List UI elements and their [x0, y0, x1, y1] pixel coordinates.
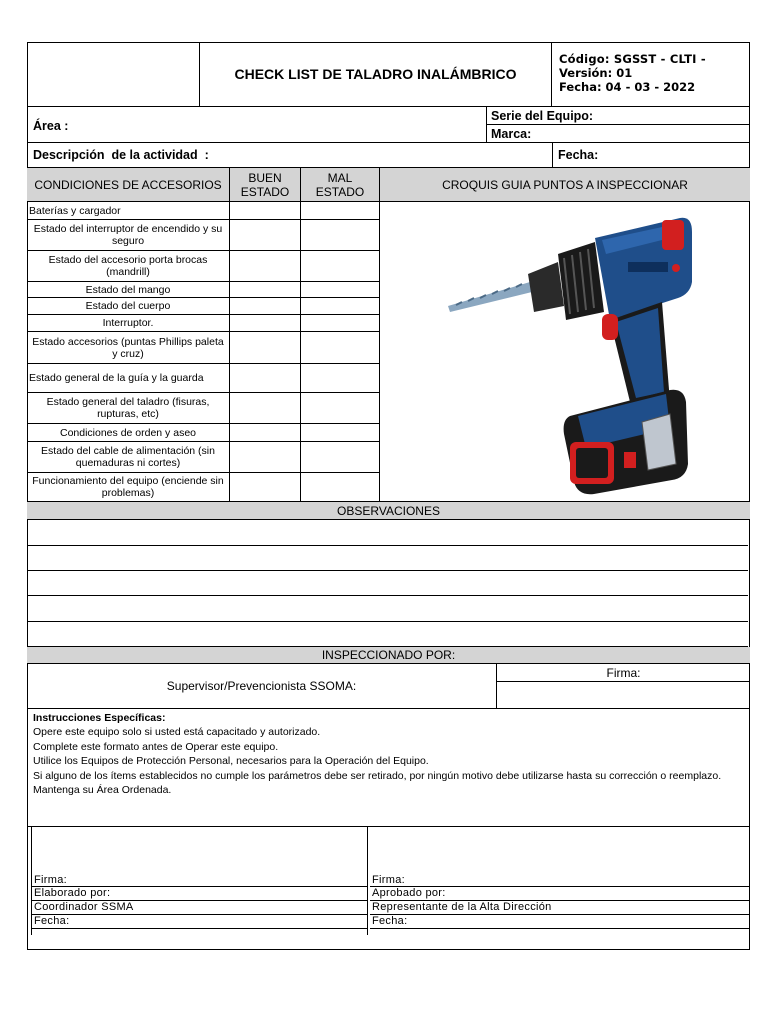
supervisor-cell — [27, 664, 497, 709]
buen-estado-checkbox[interactable] — [230, 202, 301, 219]
inspeccionado-header — [27, 647, 750, 664]
header-logo-cell — [27, 42, 200, 107]
drill-chuck-icon — [528, 242, 604, 320]
firma-aprobado-block — [368, 827, 750, 935]
mal-estado-checkbox[interactable] — [301, 442, 380, 472]
mal-estado-checkbox[interactable] — [301, 393, 380, 423]
mal-estado-checkbox[interactable] — [301, 364, 380, 392]
firma-aprobado-signature-area[interactable] — [368, 827, 750, 874]
table-row — [27, 393, 380, 424]
drill-bit-icon — [448, 282, 532, 312]
buen-estado-checkbox[interactable] — [230, 473, 301, 501]
serie-cell — [487, 107, 750, 125]
col-condiciones-label: CONDICIONES DE ACCESORIOS — [34, 177, 222, 192]
drill-battery-icon — [564, 390, 688, 495]
instrucciones-block — [27, 709, 750, 827]
buen-estado-checkbox[interactable] — [230, 424, 301, 441]
row-label: Condiciones de orden y aseo — [27, 424, 230, 441]
instruccion-line: Si alguno de los ítems establecidos no cumple los parámetros debe ser retirado, por ningún motivo debe utilizarse hasta su corrección o reemplazo. — [33, 769, 722, 782]
mal-estado-checkbox[interactable] — [301, 332, 380, 363]
descripcion-cell — [27, 143, 553, 168]
firma-elaborado-signature-area[interactable] — [32, 827, 368, 874]
buen-estado-checkbox[interactable] — [230, 282, 301, 297]
supervisor-label: Supervisor/Prevencionista SSOMA: — [166, 679, 357, 693]
inspector-firma-field[interactable] — [497, 682, 750, 709]
inspector-firma-label-cell — [497, 664, 750, 682]
document-date: Fecha: 04 - 03 - 2022 — [559, 80, 696, 94]
marca-label: Marca: — [491, 127, 532, 141]
header-code-cell — [552, 42, 750, 107]
table-row — [27, 315, 380, 332]
buen-estado-checkbox[interactable] — [230, 298, 301, 314]
checklist-table — [27, 202, 380, 502]
table-row — [27, 424, 380, 442]
instruccion-line: Utilice los Equipos de Protección Personal, necesarios para la Operación del Equipo. — [33, 755, 429, 767]
croquis-image-cell — [380, 202, 750, 502]
firma-elaborado-fecha: Fecha: — [32, 915, 368, 929]
buen-estado-checkbox[interactable] — [230, 442, 301, 472]
firma-aprobado-role: Aprobado por: — [370, 887, 750, 901]
observation-line[interactable] — [27, 546, 748, 571]
buen-estado-checkbox[interactable] — [230, 315, 301, 331]
instrucciones-title: Instrucciones Específicas: — [33, 712, 166, 724]
row-label: Baterías y cargador — [27, 202, 230, 219]
mal-estado-checkbox[interactable] — [301, 473, 380, 501]
buen-estado-checkbox[interactable] — [230, 251, 301, 281]
row-label: Estado del cuerpo — [27, 298, 230, 314]
instruccion-line: Mantenga su Área Ordenada. — [33, 784, 172, 796]
cordless-drill-illustration — [380, 202, 750, 502]
col-mal-label: MAL ESTADO — [315, 170, 365, 199]
document-version: Versión: 01 — [559, 66, 633, 80]
mal-estado-checkbox[interactable] — [301, 202, 380, 219]
fecha-cell — [553, 143, 750, 168]
descripcion-label: Descripción de la actividad : — [33, 148, 209, 162]
col-mal-header — [301, 168, 380, 202]
serie-label: Serie del Equipo: — [491, 109, 594, 123]
buen-estado-checkbox[interactable] — [230, 220, 301, 250]
header-title-cell — [200, 42, 552, 107]
table-row — [27, 332, 380, 364]
col-buen-header — [230, 168, 301, 202]
row-label: Estado del mango — [27, 282, 230, 297]
table-row — [27, 251, 380, 282]
col-croquis-header — [380, 168, 750, 202]
row-label: Funcionamiento del equipo (enciende sin problemas) — [27, 473, 230, 501]
buen-estado-checkbox[interactable] — [230, 393, 301, 423]
inspeccionado-title: INSPECCIONADO POR: — [321, 648, 456, 662]
observation-line[interactable] — [27, 571, 748, 596]
table-row — [27, 202, 380, 220]
observation-line[interactable] — [27, 622, 748, 647]
row-label: Estado accesorios (puntas Phillips paleta y cruz) — [27, 332, 230, 363]
firma-aprobado-firma: Firma: — [370, 874, 750, 887]
row-label: Interruptor. — [27, 315, 230, 331]
document-title: CHECK LIST DE TALADRO INALÁMBRICO — [234, 66, 517, 82]
table-row — [27, 364, 380, 393]
instruccion-line: Opere este equipo solo si usted está capacitado y autorizado. — [33, 726, 321, 738]
marca-cell — [487, 125, 750, 143]
row-label: Estado del cable de alimentación (sin quemaduras ni cortes) — [27, 442, 230, 472]
mal-estado-checkbox[interactable] — [301, 315, 380, 331]
table-row — [27, 298, 380, 315]
firma-aprobado-fecha: Fecha: — [370, 915, 750, 929]
firma-elaborado-block — [31, 827, 368, 935]
document-code: Código: SGSST - CLTI - — [559, 52, 706, 66]
table-row — [27, 473, 380, 502]
observaciones-title: OBSERVACIONES — [337, 503, 440, 518]
table-row — [27, 282, 380, 298]
row-label: Estado del interruptor de encendido y su seguro — [27, 220, 230, 250]
col-croquis-label: CROQUIS GUIA PUNTOS A INSPECCIONAR — [442, 177, 688, 192]
mal-estado-checkbox[interactable] — [301, 220, 380, 250]
col-buen-label: BUEN ESTADO — [240, 170, 290, 199]
table-row — [27, 442, 380, 473]
mal-estado-checkbox[interactable] — [301, 298, 380, 314]
col-condiciones-header — [27, 168, 230, 202]
mal-estado-checkbox[interactable] — [301, 282, 380, 297]
buen-estado-checkbox[interactable] — [230, 364, 301, 392]
row-label: Estado general del taladro (fisuras, rupturas, etc) — [27, 393, 230, 423]
instruccion-line: Complete este formato antes de Operar este equipo. — [33, 740, 279, 753]
firma-elaborado-firma: Firma: — [32, 874, 368, 887]
firma-aprobado-name: Representante de la Alta Dirección — [370, 901, 750, 915]
firma-elaborado-role: Elaborado por: — [32, 887, 368, 901]
mal-estado-checkbox[interactable] — [301, 251, 380, 281]
area-cell — [27, 107, 487, 143]
firma-elaborado-name: Coordinador SSMA — [32, 901, 368, 915]
area-label: Área : — [33, 119, 69, 133]
fecha-label: Fecha: — [558, 148, 599, 162]
inspector-firma-label: Firma: — [606, 665, 641, 680]
mal-estado-checkbox[interactable] — [301, 424, 380, 441]
drill-body-icon — [595, 218, 692, 320]
observation-line[interactable] — [27, 520, 748, 546]
observaciones-lines[interactable] — [27, 520, 750, 647]
observaciones-header — [27, 502, 750, 520]
table-row — [27, 220, 380, 251]
row-label: Estado general de la guía y la guarda — [27, 364, 230, 392]
buen-estado-checkbox[interactable] — [230, 332, 301, 363]
row-label: Estado del accesorio porta brocas (mandrill) — [27, 251, 230, 281]
observation-line[interactable] — [27, 596, 748, 622]
